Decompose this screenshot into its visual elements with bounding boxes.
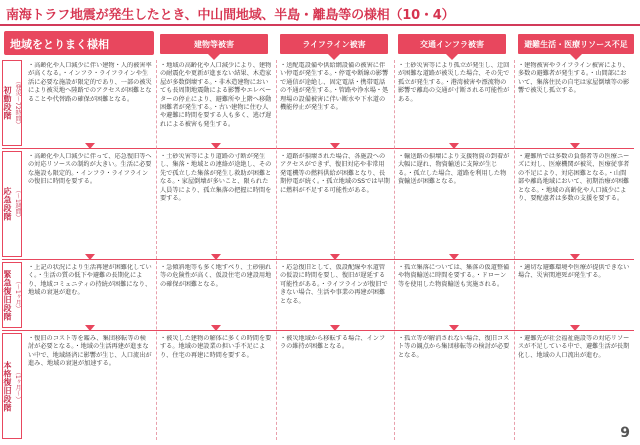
down-arrow-icon: [211, 143, 221, 149]
down-arrow-icon: [570, 143, 580, 149]
title-bar: [0, 0, 640, 26]
phase-initial: [2, 60, 22, 146]
down-arrow-icon: [449, 254, 459, 260]
column-header-transport: 交通インフラ被害: [398, 34, 506, 54]
down-arrow-icon: [85, 325, 95, 331]
down-arrow-icon: [330, 143, 340, 149]
cell-urgent-lifeline: ・応急復旧として、仮設配線や水道管の仮設に時間を要し、復旧が遅延する可能性がある。・ライフラインが復旧できない場合、生活や事業の再建が困難となる。: [280, 264, 388, 305]
cell-emergency-region: ・高齢化や人口減少に伴って、応急復旧等への対応リソースの制約が大きい。生活に必要な施設も限定的。・インフラ・ライフラインの復旧に時間を要する。: [28, 153, 152, 186]
column-header-evacuation: 避難生活・医療リソース不足: [518, 34, 634, 54]
phase-period: （〜1週間）: [14, 187, 21, 221]
cell-initial-evacuation: ・建物被害やライフライン被害により、多数の避難者が発生する。・山間部において、集落住民の自宅は家屋倒壊等の影響で被災し孤立する。: [518, 62, 630, 95]
phase-emergency: [2, 151, 22, 257]
header-row: [0, 31, 640, 56]
cell-urgent-building: ・急傾斜地等も多く地すべり、土砂崩れ等の危険性が高く、仮設住宅の建設用地の確保が困難となる。: [160, 264, 272, 288]
phase-label: 初動段階: [3, 86, 12, 120]
row-separator: [2, 148, 634, 149]
column-header-lifeline: ライフライン被害: [280, 34, 388, 54]
phase-urgent-recovery: [2, 262, 22, 328]
column-divider: [276, 60, 277, 440]
page-number: 9: [620, 425, 630, 441]
column-header-building: 建物等被害: [160, 34, 268, 54]
cell-emergency-lifeline: ・道路が損壊された場合、各施設へのアクセスができず、復旧対応や非常用発電機等の燃料供給が困難となり、長期停電が続く。・孤立地域のSSでは早期に燃料が不足する可能性がある。: [280, 153, 390, 194]
cell-emergency-evacuation: ・避難所では多数の負傷者等の医療ニーズに対し、医療機関が被災、医療従事者の不足により、対応困難となる。・山間部や離島地域において、初期治療が困難となる。・地域の高齢化や人口減少により、要配慮者は多数の支援を要する。: [518, 153, 630, 203]
cell-full-lifeline: ・被災地域から移転する場合、インフラの維持が困難となる。: [280, 335, 386, 351]
cell-initial-lifeline: ・送配電設備や供給網設備の被害に伴い停電が発生する。・停電や断線の影響で通信が途絶し、固定電話・携帯電話の不通が発生する。・管路や浄水場・処理場の設備被害に伴い断水や下水道の機能停止が発生する。: [280, 62, 389, 112]
phase-period: （1ヶ月〜）: [14, 369, 21, 403]
cell-emergency-building: ・土砂災害等により道路の寸断が発生し、集落・地域との連絡が途絶し、その先で孤立した集落が発生し救助が困難となる。・家屋倒壊が多いこと、限られた人員等により、孤立集落の把握に時間を要する。: [160, 153, 272, 203]
down-arrow-icon: [570, 254, 580, 260]
cell-full-evacuation: ・避難先が社会福祉施設等の対応リソースが不足している中で、避難生活が長期化し、地域の人口流出が進む。: [518, 335, 630, 359]
down-arrow-icon: [570, 325, 580, 331]
down-arrow-icon: [449, 325, 459, 331]
down-arrow-icon: [211, 325, 221, 331]
row-separator: [2, 259, 634, 260]
down-arrow-icon: [330, 325, 340, 331]
cell-emergency-transport: ・輸送路の損壊により支援物資の到着が大幅に遅れ、物資輸送に支障が生じる。・孤立した場合、道路を利用した物資輸送が困難となる。: [398, 153, 510, 186]
down-arrow-icon: [330, 254, 340, 260]
cell-urgent-transport: ・孤立集落については、集落の仮道整備や物資輸送に時間を要する。・ドローン等を使用した物資輸送も実施される。: [398, 264, 510, 288]
region-tab: 地域をとりまく様相: [4, 31, 154, 55]
phase-period: （〜1ヶ月）: [14, 278, 21, 312]
cell-full-region: ・復旧のコスト等を鑑み、集団移転等の検討が必要となる。・地域の生活再建が進まない中で、地域経済に影響が生じ、人口流出が進み、地域の衰退が加速する。: [28, 335, 152, 368]
cell-initial-building: ・地域の高齢化や人口減少により、建物の耐震化や更新が進まない結果、木造家屋が多数倒壊する。・非木造建物においても長周期地震動による影響やエレベーターの停止により、避難所や上階へ移動困難者が発生する。・古い建物に住む人や避難に時間を要する人も多く、逃げ遅れによる被害も発生する。: [160, 62, 272, 128]
phase-period: （発災〜72時間）: [14, 78, 21, 128]
cell-full-building: ・被災した建物の解体に多くの時間を要する。地域の建設業の担い手不足により、住宅の再建に時間を要する。: [160, 335, 272, 359]
down-arrow-icon: [85, 254, 95, 260]
phase-label: 応急段階: [3, 187, 12, 221]
cell-urgent-evacuation: ・適切な避難環境や医療が提供できない場合、災害関連死が発生する。: [518, 264, 630, 280]
page-title: 南海トラフ地震が発生したとき、中山間地域、半島・離島等の様相（10・4）: [6, 8, 455, 23]
phase-full-recovery: [2, 333, 22, 439]
down-arrow-icon: [85, 143, 95, 149]
down-arrow-icon: [211, 254, 221, 260]
row-separator: [2, 330, 634, 331]
cell-initial-region: ・高齢化や人口減少に伴い建物・人的被害率が高くなる。・インフラ・ライフラインや生活に必要な施設が限定的であり、一部の被災により被災地へ陸路でのアクセスが困難となることや代替路の確保が困難となる。: [28, 62, 152, 103]
phase-label: 緊急復旧段階: [3, 269, 12, 321]
column-divider: [156, 60, 157, 440]
cell-initial-transport: ・土砂災害等により孤立が発生し、迂回が困難な道路が被災した場合、その先で孤立が発生する。・港湾被害や漂流物の影響で離島の交通が寸断される可能性がある。: [398, 62, 510, 103]
phase-label: 本格復旧段階: [3, 360, 12, 412]
cell-full-transport: ・孤立等が解消されない場合、復旧コスト等の観点から集団移転等の検討が必要となる。: [398, 335, 510, 359]
column-divider: [514, 60, 515, 440]
cell-urgent-region: ・上記の状況により生活再建が困難化していく。・生活の質の低下や避難の長期化により、地域コミュニティの持続が困難になり、地域の衰退が進む。: [28, 264, 152, 297]
column-divider: [394, 60, 395, 440]
down-arrow-icon: [449, 143, 459, 149]
